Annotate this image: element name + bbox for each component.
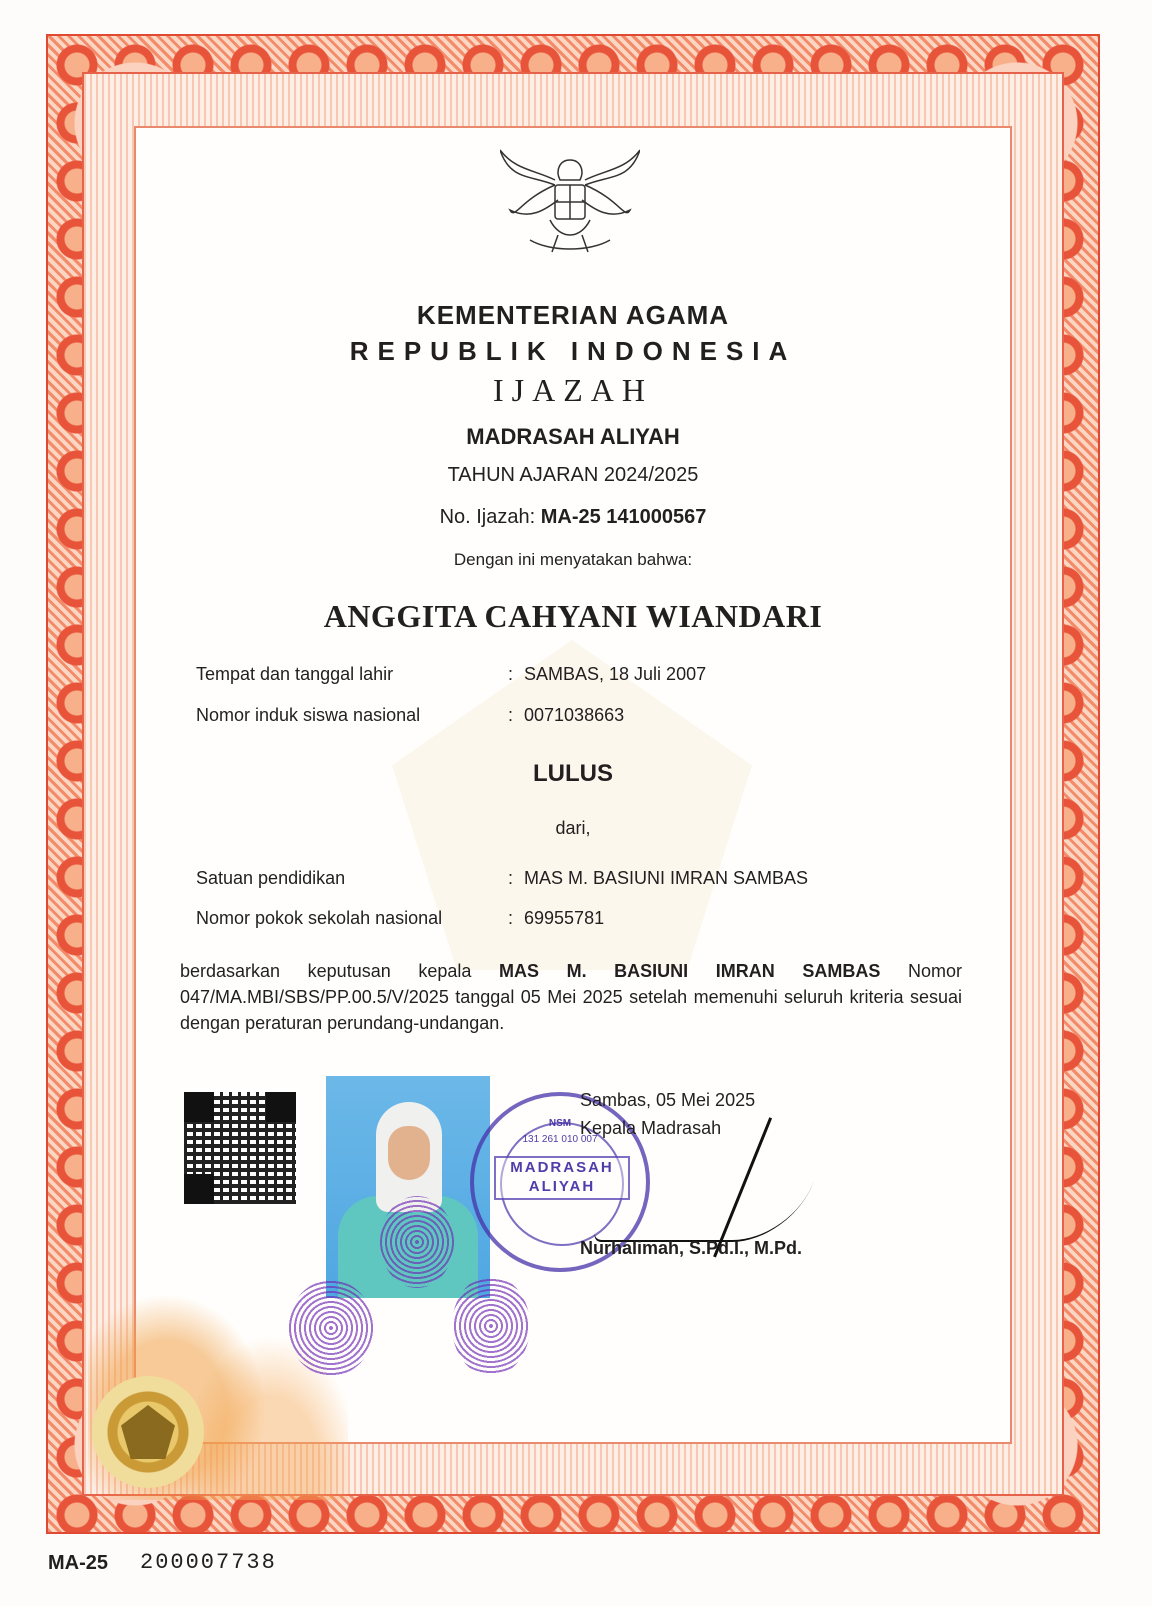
certificate-number-label: No. Ijazah: [439, 506, 536, 528]
stamp-line-1: MADRASAH [510, 1159, 614, 1176]
garuda-emblem-icon [500, 140, 640, 260]
colon: : [508, 908, 514, 928]
fingerprint-icon [288, 1280, 374, 1376]
statement-school: MAS M. BASIUNI IMRAN SAMBAS [498, 961, 881, 981]
serial-prefix: MA-25 [48, 1552, 109, 1574]
fingerprint-icon [380, 1196, 454, 1288]
statement-post: Nomor 047/MA.MBI/SBS/PP.00.5/V/2025 tanggal 05 Mei 2025 setelah memenuhi seluruh kriteria sesuai dengan peraturan perundang-undangan. [180, 961, 962, 1033]
school-level: MADRASAH ALIYAH [466, 424, 680, 449]
stamp-nsm-label: NSM [548, 1118, 572, 1129]
signer-title: Kepala Madrasah [580, 1118, 722, 1138]
certificate-number-value: MA-25 141000567 [540, 506, 707, 528]
result-status: LULUS [533, 760, 613, 787]
colon: : [508, 664, 514, 684]
colon: : [508, 868, 514, 888]
academic-year: TAHUN AJARAN 2024/2025 [447, 464, 699, 486]
document-type-title: IJAZAH [493, 372, 653, 408]
colon: : [508, 705, 514, 725]
npsn-label: Nomor pokok sekolah nasional [196, 908, 443, 928]
from-text: dari, [555, 818, 591, 838]
signer-name: Nurhalimah, S.Pd.I., M.Pd. [580, 1238, 803, 1258]
nisn-value: 0071038663 [524, 705, 625, 725]
decision-statement [180, 958, 962, 1036]
stamp-nsm-value: 131 261 010 007 [522, 1134, 598, 1145]
qr-code-icon [184, 1092, 296, 1204]
stamp-line-2: ALIYAH [528, 1178, 596, 1195]
hologram-seal-icon [92, 1376, 204, 1488]
ministry-heading: KEMENTERIAN AGAMA [416, 300, 730, 330]
serial-number: 200007738 [140, 1550, 277, 1575]
republic-heading: REPUBLIK INDONESIA [349, 336, 797, 366]
birth-value: SAMBAS, 18 Juli 2007 [524, 664, 707, 684]
declaration-text: Dengan ini menyatakan bahwa: [453, 550, 693, 569]
certificate-number [134, 506, 1012, 529]
fingerprint-icon [452, 1276, 530, 1376]
nisn-label: Nomor induk siswa nasional [196, 705, 421, 725]
school-label: Satuan pendidikan [196, 868, 346, 888]
school-value: MAS M. BASIUNI IMRAN SAMBAS [524, 868, 809, 888]
npsn-value: 69955781 [524, 908, 605, 928]
signing-place-date: Sambas, 05 Mei 2025 [580, 1090, 756, 1110]
student-name: ANGGITA CAHYANI WIANDARI [323, 598, 823, 634]
statement-pre: berdasarkan keputusan kepala [180, 961, 499, 981]
birth-label: Tempat dan tanggal lahir [196, 664, 394, 684]
